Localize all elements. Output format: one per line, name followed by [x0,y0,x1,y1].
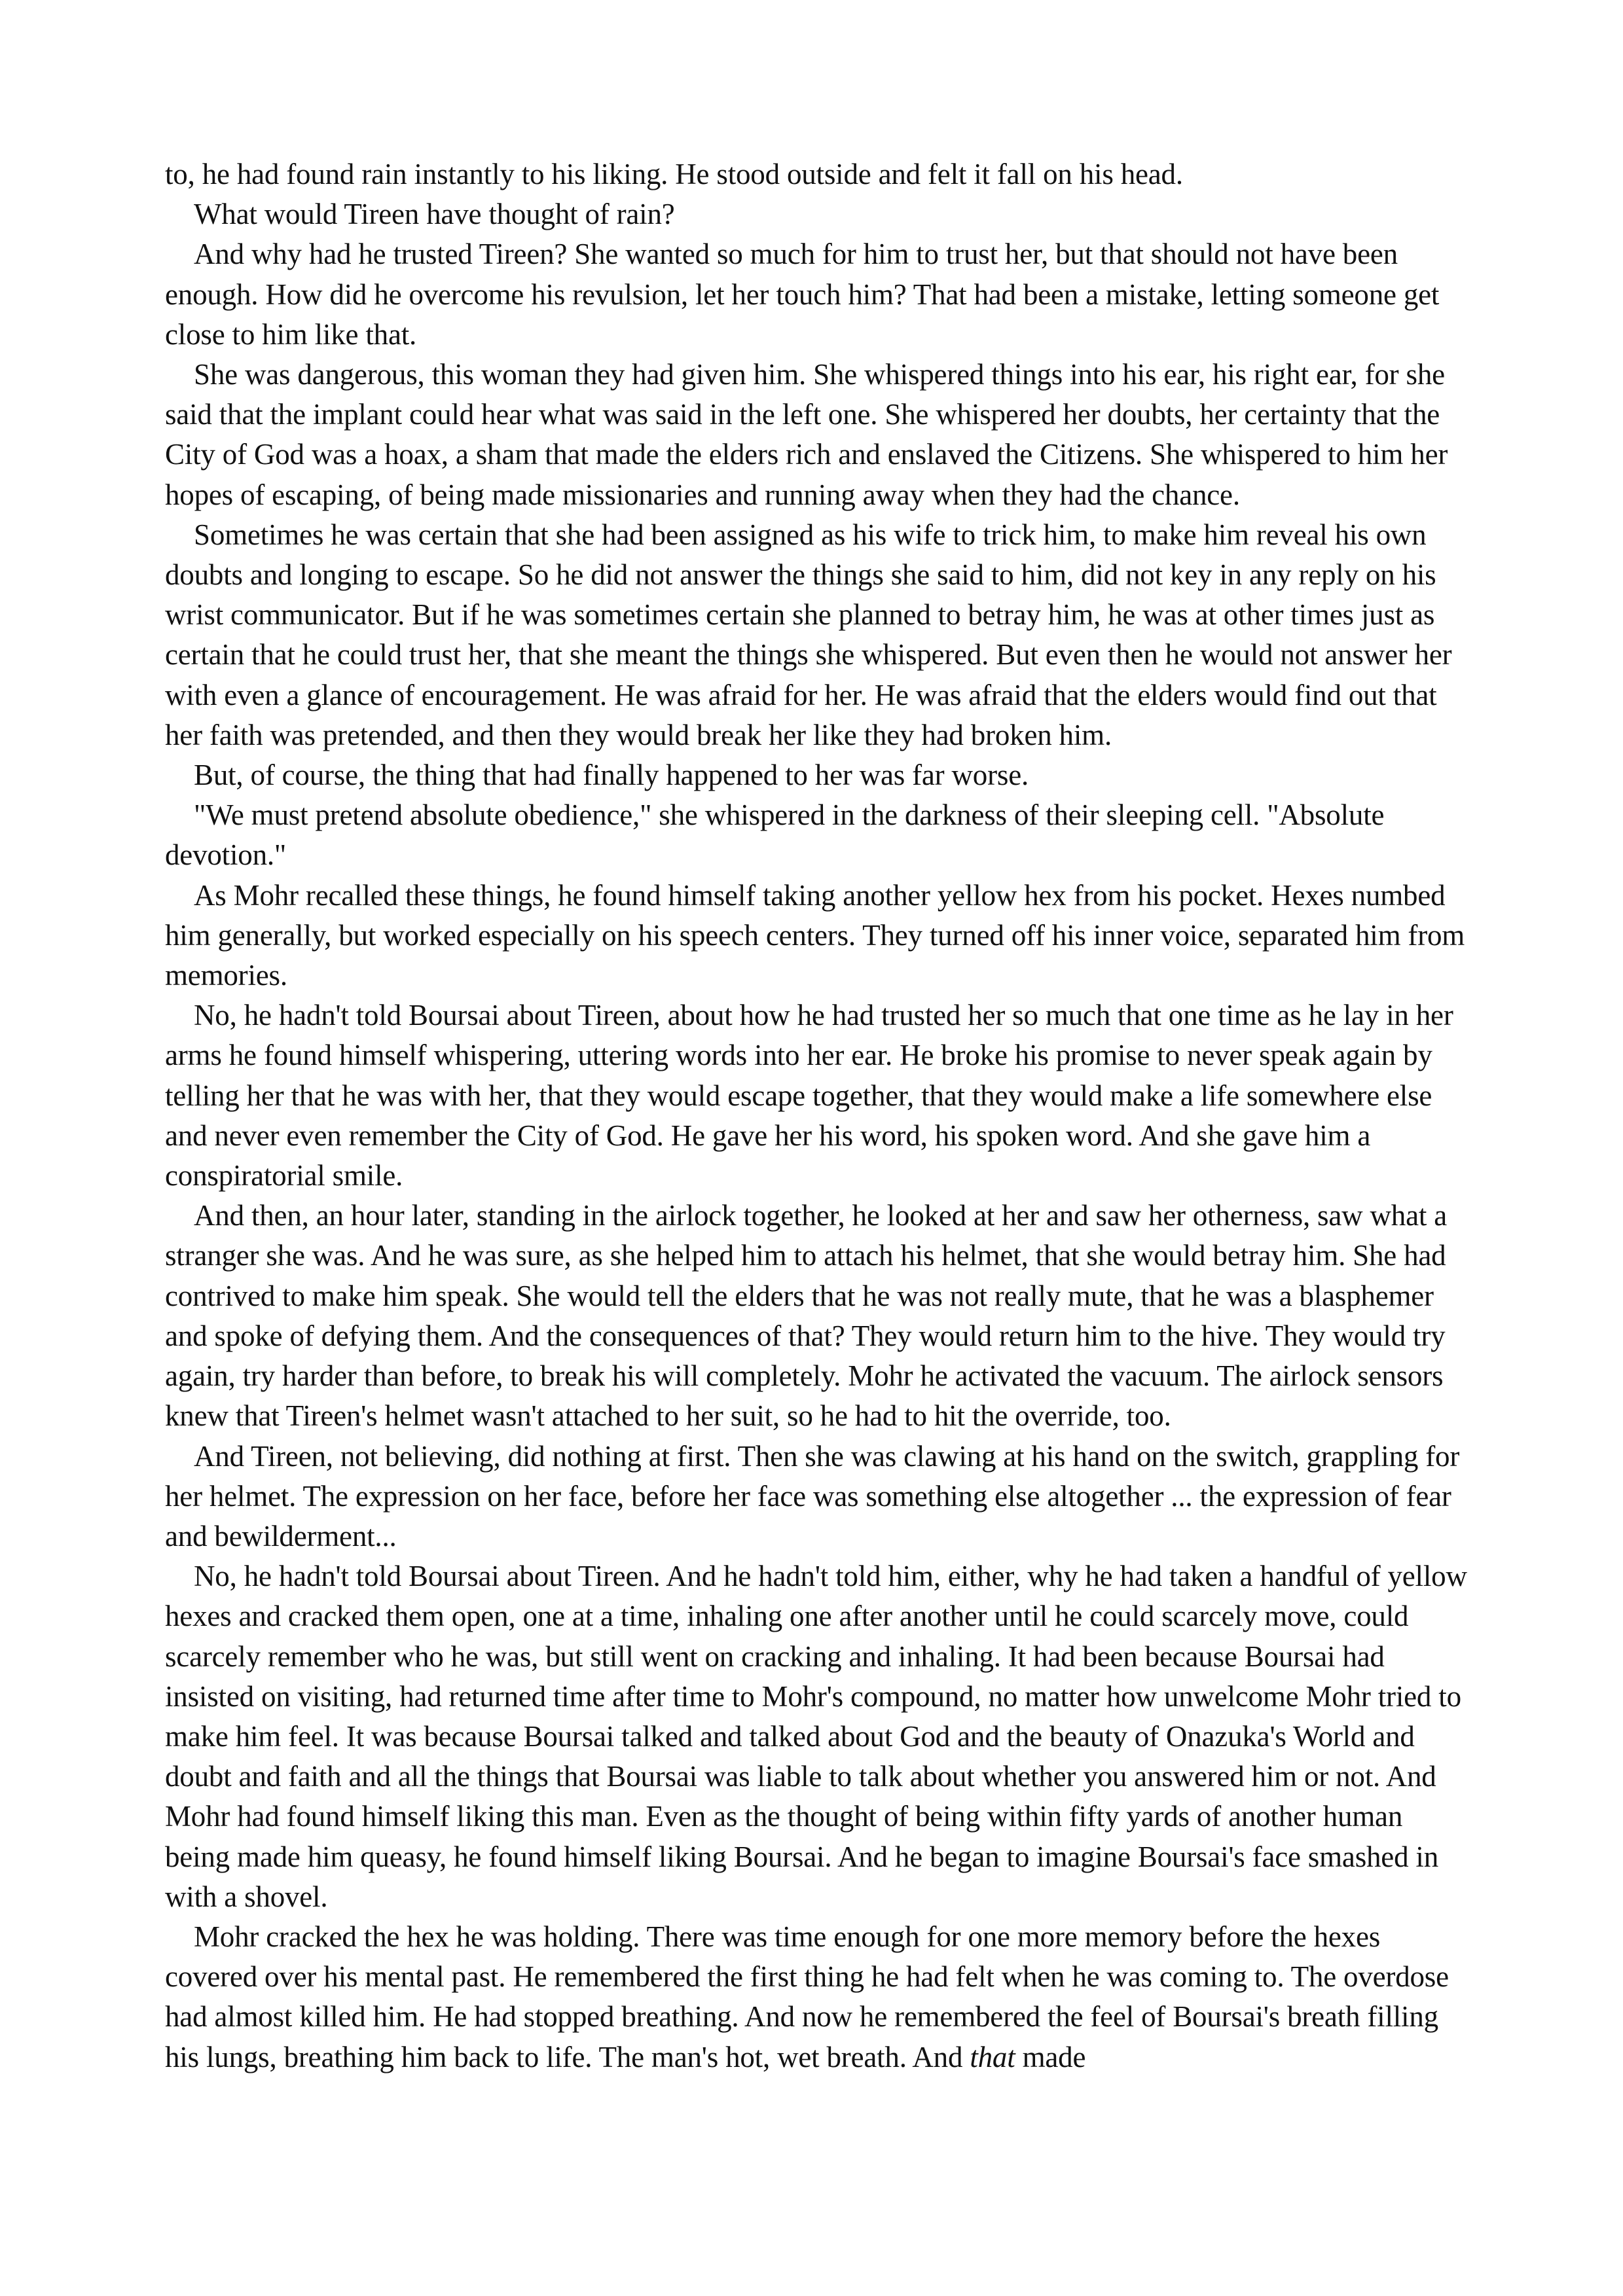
paragraph: She was dangerous, this woman they had given him. She whispered things into his ear, his right ear, for she said that the implant could hear what was said in the left one. She whispered her doubts, her certainty that the City of God was a hoax, a sham that made the elders rich and enslaved the Citizens. She whispered to him her hopes of escaping, of being made missionaries and running away when they had the chance. [165,358,1448,511]
body-text [165,154,1468,2077]
paragraph: "We must pretend absolute obedience," she whispered in the darkness of their sleeping cell. "Absolute devotion." [165,798,1385,872]
paragraph: to, he had found rain instantly to his liking. He stood outside and felt it fall on his head. [165,158,1183,190]
paragraph: And why had he trusted Tireen? She wanted so much for him to trust her, but that should not have been enough. How did he overcome his revulsion, let her touch him? That had been a mistake, letting someone get close to him like that. [165,238,1440,351]
paragraph: As Mohr recalled these things, he found himself taking another yellow hex from his pocket. Hexes numbed him generally, but worked especially on his speech centers. They turned off his inner voice, separated him from memories. [165,878,1465,992]
paragraph: But, of course, the thing that had finally happened to her was far worse. [194,759,1029,792]
paragraph: And Tireen, not believing, did nothing at first. Then she was clawing at his hand on the switch, grappling for her helmet. The expression on her face, before her face was something else altogether ... the expression of fear and bewilderment... [165,1439,1460,1552]
paragraph: What would Tireen have thought of rain? [194,198,675,231]
paragraph: No, he hadn't told Boursai about Tireen. And he hadn't told him, either, why he had taken a handful of yellow hexes and cracked them open, one at a time, inhaling one after another until he could scarcely move, could scarcely remember who he was, but still went on cracking and inhaling. It had been because Boursai had insisted on visiting, had returned time after time to Mohr's compound, no matter how unwelcome Mohr tried to make him feel. It was because Boursai talked and talked about God and the beauty of Onazuka's World and doubt and faith and all the things that Boursai was liable to talk about whether you answered him or not. And Mohr had found himself liking this man. Even as the thought of being within fifty yards of another human being made him queasy, he found himself liking Boursai. And he began to imagine Boursai's face smashed in with a shovel. [165,1560,1467,1913]
paragraph: And then, an hour later, standing in the airlock together, he looked at her and saw her otherness, saw what a stranger she was. And he was sure, as she helped him to attach his helmet, that she would betray him. She had contrived to make him speak. She would tell the elders that he was not really mute, that he was a blasphemer and spoke of defying them. And the consequences of that? They would return him to the hive. They would try again, try harder than before, to break his will completely. Mohr he activated the vacuum. The airlock sensors knew that Tireen's helmet wasn't attached to her suit, so he had to hit the override, too. [165,1199,1447,1433]
paragraph: Mohr cracked the hex he was holding. There was time enough for one more memory before the hexes covered over his mental past. He remembered the first thing he had felt when he was coming to. The overdose had almost killed him. He had stopped breathing. And now he remembered the feel of Boursai's breath filling his lungs, breathing him back to life. The man's hot, wet breath. And that made [165,1920,1449,2073]
paragraph: No, he hadn't told Boursai about Tireen, about how he had trusted her so much that one time as he lay in her arms he found himself whispering, uttering words into her ear. He broke his promise to never speak again by telling her that he was with her, that they would escape together, that they would make a life somewhere else and never even remember the City of God. He gave her his word, his spoken word. And she gave him a conspiratorial smile. [165,999,1453,1193]
italic-emphasis: that [970,2040,1015,2073]
paragraph: Sometimes he was certain that she had been assigned as his wife to trick him, to make him reveal his own doubts and longing to escape. So he did not answer the things she said to him, did not key in any reply on his wrist communicator. But if he was sometimes certain she planned to betray him, he was at other times just as certain that he could trust her, that she meant the things she whispered. But even then he would not answer her with even a glance of encouragement. He was afraid for her. He was afraid that the elders would find out that her faith was pretended, and then they would break her like they had broken him. [165,518,1452,751]
